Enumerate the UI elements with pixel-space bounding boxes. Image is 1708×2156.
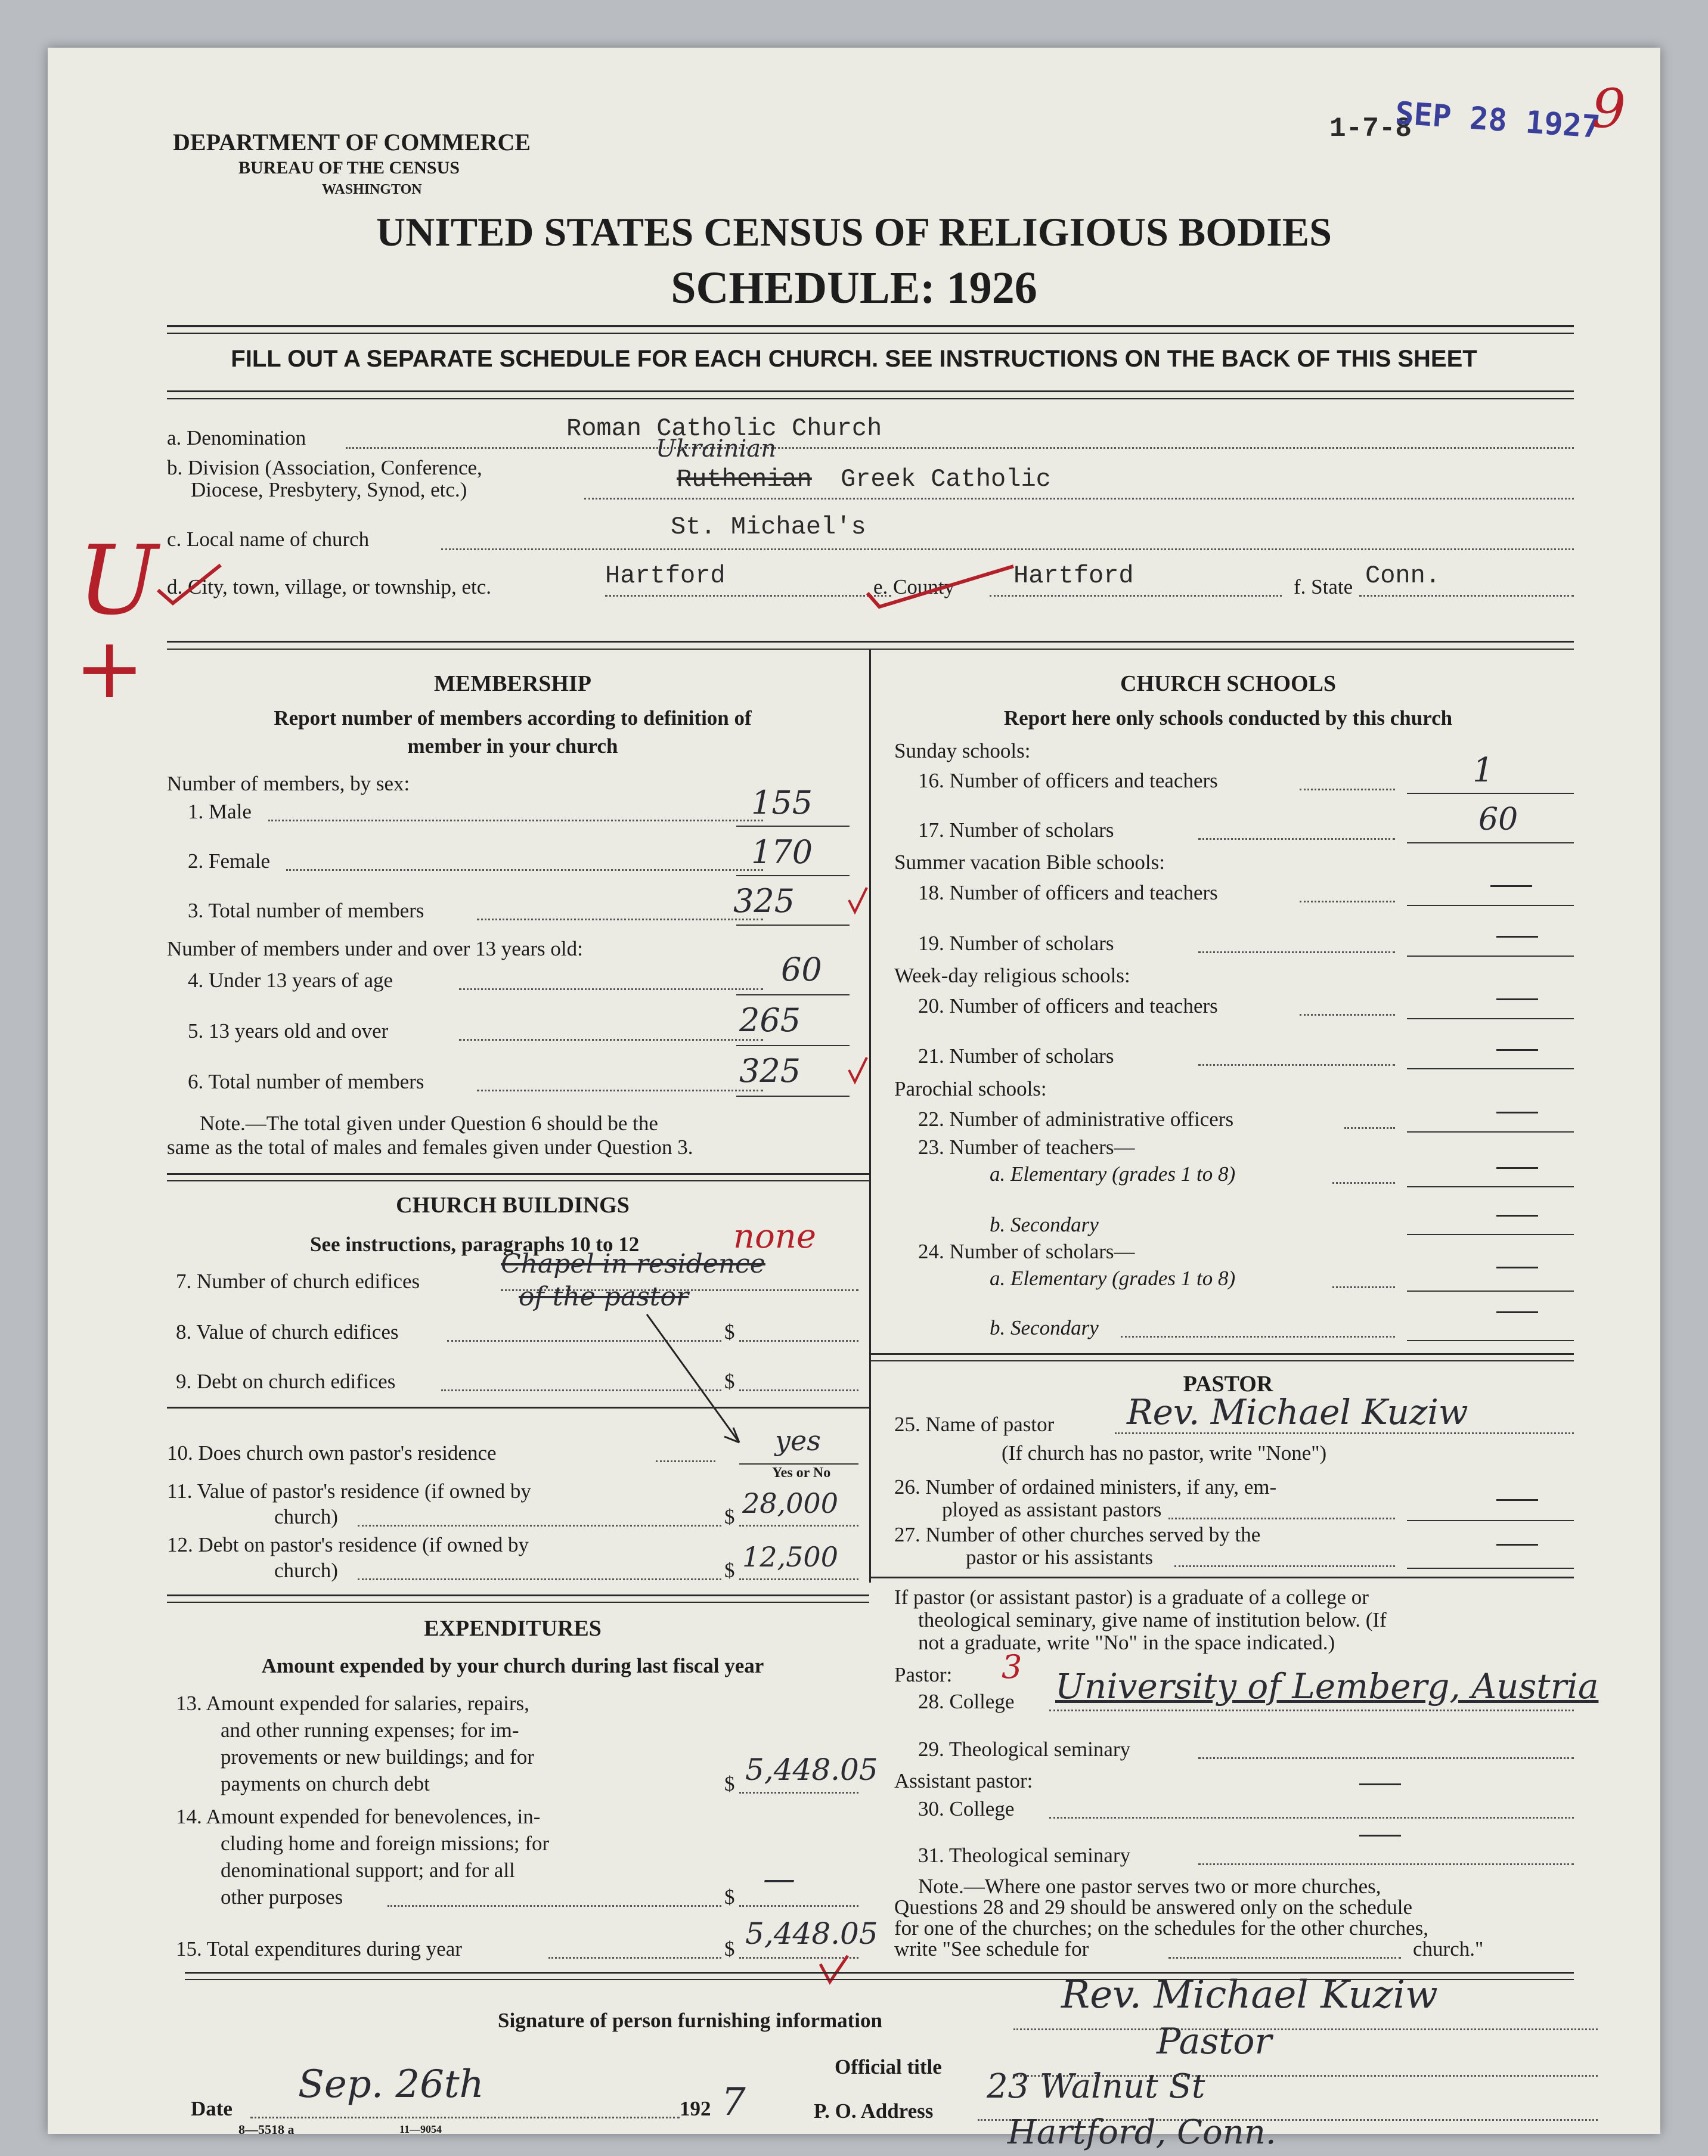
answer-line (1198, 838, 1395, 840)
fill-out-instructions: FILL OUT A SEPARATE SCHEDULE FOR EACH CHURCH. SEE INSTRUCTIONS ON THE BACK OF THIS SHEET (231, 346, 1477, 372)
rule (167, 390, 1574, 392)
year-prefix: 192 (680, 2097, 711, 2120)
q12-dollar: $ (724, 1559, 735, 1582)
answer-line (358, 1525, 721, 1527)
q12-answer[interactable]: 12,500 (742, 1541, 838, 1573)
answer-line (1198, 951, 1395, 953)
answer-line (1300, 1014, 1395, 1016)
q15-dollar: $ (724, 1937, 735, 1960)
answer-line (1407, 956, 1574, 957)
membership-sub-2: member in your church (407, 734, 618, 758)
answer-line (1407, 1068, 1574, 1069)
arrow-mark-icon (644, 1311, 745, 1448)
answer-line (736, 925, 850, 926)
date-label: Date (191, 2097, 233, 2120)
buildings-title: CHURCH BUILDINGS (396, 1193, 630, 1218)
answer-line (1049, 1817, 1574, 1819)
rule (167, 333, 1574, 334)
parochial-heading: Parochial schools: (894, 1077, 1047, 1100)
answer-line (1407, 793, 1574, 794)
answer-line (1013, 2028, 1598, 2030)
pastor-label: Pastor: (894, 1663, 953, 1686)
q26-label: 26. Number of ordained ministers, if any, em- (894, 1475, 1277, 1499)
q25-hint: (If church has no pastor, write "None") (1002, 1441, 1327, 1465)
department-name: DEPARTMENT OF COMMERCE (173, 129, 531, 156)
buildings-none-answer[interactable]: none (733, 1217, 816, 1256)
q18-label: 18. Number of officers and teachers (918, 881, 1218, 904)
answer-line (1332, 1182, 1395, 1184)
po-address-label: P. O. Address (814, 2099, 934, 2123)
q10-label: 10. Does church own pastor's residence (167, 1441, 497, 1465)
answer-line (1198, 1064, 1395, 1066)
corner-mark: 9 (1592, 77, 1626, 140)
answer-line (736, 1096, 850, 1097)
assistant-dash (1359, 1783, 1401, 1785)
rule (167, 325, 1574, 327)
q6-answer[interactable]: 325 (739, 1052, 801, 1090)
pastor-note-1: Note.—Where one pastor serves two or more churches, (918, 1875, 1381, 1898)
rule (167, 1407, 869, 1409)
q17-label: 17. Number of scholars (918, 818, 1114, 842)
answer-line (1121, 1336, 1395, 1338)
checkmark-icon (817, 1952, 853, 1988)
q13-line-1: 13. Amount expended for salaries, repairs, (176, 1692, 529, 1715)
answer-line (1407, 1340, 1574, 1341)
q23-label: 23. Number of teachers— (918, 1136, 1135, 1159)
answer-line (739, 1389, 858, 1391)
membership-note-1: Note.—The total given under Question 6 should be the (200, 1112, 658, 1135)
answer-line (1344, 1127, 1395, 1129)
pastor-title: PASTOR (1183, 1372, 1273, 1397)
q23a-label: a. Elementary (grades 1 to 8) (990, 1162, 1236, 1186)
by-age-heading: Number of members under and over 13 years old: (167, 937, 583, 960)
q13-answer[interactable]: 5,448.05 (745, 1752, 878, 1787)
q24a-label: a. Elementary (grades 1 to 8) (990, 1267, 1236, 1290)
answer-line (739, 1463, 858, 1465)
year-digit[interactable]: 7 (721, 2080, 746, 2124)
po-address-line-1[interactable]: 23 Walnut St (987, 2067, 1205, 2106)
q5-label: 5. 13 years old and over (188, 1019, 389, 1043)
margin-mark: U (78, 525, 158, 636)
q14-answer[interactable]: — (763, 1860, 795, 1897)
answer-line (656, 1460, 715, 1462)
bureau-city: WASHINGTON (322, 182, 422, 197)
q14-line-3: denominational support; and for all (221, 1859, 515, 1882)
q11-label: 11. Value of pastor's residence (if owned by (167, 1479, 531, 1503)
answer-line (1407, 1131, 1574, 1133)
schools-sub: Report here only schools conducted by this church (1003, 706, 1453, 730)
official-title-value[interactable]: Pastor (1157, 2021, 1272, 2062)
rule (167, 641, 1574, 643)
expenditures-sub: Amount expended by your church during last fiscal year (261, 1654, 764, 1677)
answer-line (477, 1090, 763, 1091)
print-number: 11—9054 (399, 2123, 442, 2135)
answer-line (739, 1340, 858, 1342)
buildings-sub: See instructions, paragraphs 10 to 12 (310, 1233, 640, 1256)
denomination-value[interactable]: Roman Catholic Church (566, 414, 882, 443)
q24-label: 24. Number of scholars— (918, 1240, 1135, 1263)
q6-label: 6. Total number of members (188, 1070, 424, 1093)
rule (167, 1173, 869, 1175)
answer-line (1407, 1520, 1574, 1521)
receipt-code: 1-7-8 (1329, 113, 1412, 144)
q4-label: 4. Under 13 years of age (188, 969, 393, 992)
answer-line (739, 1578, 858, 1580)
signature-label: Signature of person furnishing information (498, 2009, 882, 2032)
assistant-pastor-label: Assistant pastor: (894, 1769, 1033, 1792)
q3-answer[interactable]: 325 (733, 882, 795, 920)
answer-line (605, 595, 891, 597)
answer-line (1332, 1286, 1395, 1288)
q9-dollar: $ (724, 1370, 735, 1393)
q30-label: 30. College (918, 1797, 1015, 1820)
answer-line (1168, 1518, 1395, 1519)
answer-line (1359, 595, 1574, 597)
county-label: e. County (873, 575, 955, 598)
checkmark-icon (847, 885, 870, 915)
answer-line (736, 994, 850, 995)
pastor-note-3: for one of the churches; on the schedules for the other churches, (894, 1916, 1429, 1940)
membership-title: MEMBERSHIP (434, 671, 591, 696)
q16-label: 16. Number of officers and teachers (918, 769, 1218, 792)
division-struck: Ruthenian (677, 465, 812, 494)
sunday-heading: Sunday schools: (894, 739, 1031, 762)
q13-line-2: and other running expenses; for im- (221, 1718, 519, 1742)
answer-line (990, 595, 1282, 597)
form-subtitle: SCHEDULE: 1926 (671, 263, 1037, 313)
q26-dash (1496, 1499, 1538, 1501)
graduate-instr-2: theological seminary, give name of institution below. (If (918, 1608, 1387, 1631)
q2-answer[interactable]: 170 (751, 833, 813, 871)
q25-label: 25. Name of pastor (894, 1413, 1055, 1436)
q17-answer[interactable]: 60 (1478, 802, 1518, 837)
rule (167, 1594, 869, 1596)
form-title: UNITED STATES CENSUS OF RELIGIOUS BODIES (376, 209, 1332, 255)
answer-line (1198, 1757, 1574, 1759)
q28-answer[interactable]: University of Lemberg, Austria (1055, 1666, 1599, 1707)
q27-dash (1496, 1544, 1538, 1546)
q5-answer[interactable]: 265 (739, 1001, 801, 1039)
q10-hint: Yes or No (772, 1465, 831, 1481)
q24a-dash (1496, 1267, 1538, 1268)
q11-dollar: $ (724, 1505, 735, 1528)
division-value[interactable]: Greek Catholic (841, 465, 1051, 494)
answer-line (1300, 789, 1395, 790)
q18-dash (1490, 885, 1532, 887)
q28-label: 28. College (918, 1690, 1015, 1713)
graduate-instr-3: not a graduate, write "No" in the space indicated.) (918, 1631, 1335, 1654)
q8-dollar: $ (724, 1320, 735, 1344)
received-date-stamp: SEP 28 1927 (1394, 95, 1602, 145)
expenditures-title: EXPENDITURES (424, 1616, 602, 1641)
answer-line (250, 2117, 680, 2118)
q24b-dash (1496, 1311, 1538, 1313)
bureau-name: BUREAU OF THE CENSUS (238, 158, 460, 178)
answer-line (736, 875, 850, 876)
answer-line (388, 1905, 721, 1907)
answer-line (1407, 1018, 1574, 1019)
q13-line-4: payments on church debt (221, 1772, 430, 1795)
q1-answer[interactable]: 155 (751, 784, 813, 821)
answer-line (1407, 1234, 1574, 1235)
answer-line (739, 1792, 858, 1794)
weekday-heading: Week-day religious schools: (894, 964, 1130, 987)
q16-answer[interactable]: 1 (1473, 751, 1494, 790)
answer-line (459, 988, 763, 990)
membership-sub-1: Report number of members according to definition of (274, 706, 752, 730)
county-value[interactable]: Hartford (1013, 562, 1134, 590)
q27-label-2: pastor or his assistants (966, 1546, 1154, 1569)
answer-line (736, 826, 850, 827)
q20-dash (1496, 998, 1538, 1000)
checkmark-icon (155, 560, 227, 608)
q2-label: 2. Female (188, 849, 271, 873)
pastor-note-2: Questions 28 and 29 should be answered only on the schedule (894, 1896, 1413, 1919)
column-divider (869, 650, 871, 1583)
rule (167, 398, 1574, 399)
q11-answer[interactable]: 28,000 (742, 1487, 838, 1519)
q12-label-2: church) (274, 1559, 338, 1582)
answer-line (736, 1045, 850, 1046)
answer-line (1407, 1186, 1574, 1187)
q8-label: 8. Value of church edifices (176, 1320, 399, 1344)
answer-line (1115, 1432, 1574, 1434)
q21-label: 21. Number of scholars (918, 1044, 1114, 1068)
pastor-note-4: write "See schedule for (894, 1937, 1089, 1960)
checkmark-icon (864, 560, 1019, 614)
q24b-label: b. Secondary (990, 1316, 1099, 1339)
answer-line (1407, 842, 1574, 843)
q23a-dash (1496, 1167, 1538, 1169)
answer-line (346, 447, 1574, 449)
pastor-note-4b: church." (1413, 1937, 1484, 1960)
q27-label: 27. Number of other churches served by the (894, 1523, 1261, 1546)
rule (869, 1577, 1574, 1578)
q3-label: 3. Total number of members (188, 899, 424, 922)
q7-struck-answer: Chapel in residence (501, 1249, 765, 1279)
q9-label: 9. Debt on church edifices (176, 1370, 396, 1393)
answer-line (268, 820, 763, 821)
answer-line (1174, 1565, 1395, 1567)
state-label: f. State (1294, 575, 1353, 598)
rule (167, 1602, 869, 1603)
q26-label-2: ployed as assistant pastors (942, 1498, 1162, 1521)
q14-dollar: $ (724, 1885, 735, 1909)
schools-title: CHURCH SCHOOLS (1120, 671, 1337, 696)
q14-line-4: other purposes (221, 1885, 343, 1909)
answer-line (1198, 1863, 1574, 1865)
city-label: d. City, town, village, or township, etc. (167, 575, 492, 598)
rule (869, 1353, 1574, 1355)
q1-label: 1. Male (188, 800, 252, 823)
form-number: 8—5518 a (238, 2122, 295, 2137)
q29-label: 29. Theological seminary (918, 1738, 1131, 1761)
answer-line (739, 1525, 858, 1527)
answer-line (286, 869, 763, 871)
local-name-value[interactable]: St. Michael's (671, 513, 866, 541)
answer-line (1300, 901, 1395, 902)
denomination-label: a. Denomination (167, 426, 306, 449)
q12-label: 12. Debt on pastor's residence (if owned by (167, 1533, 529, 1556)
answer-line (358, 1578, 721, 1580)
state-value[interactable]: Conn. (1365, 562, 1441, 590)
answer-line (477, 919, 763, 920)
q4-answer[interactable]: 60 (781, 951, 822, 988)
census-form-sheet (48, 48, 1660, 2152)
answer-line (1049, 1710, 1574, 1711)
q31-label: 31. Theological seminary (918, 1844, 1131, 1867)
answer-line (1407, 905, 1574, 906)
local-name-label: c. Local name of church (167, 528, 370, 551)
official-title-label: Official title (835, 2055, 942, 2079)
q25-answer[interactable]: Rev. Michael Kuziw (1127, 1392, 1468, 1432)
q14-line-2: cluding home and foreign missions; for (221, 1832, 550, 1855)
city-value[interactable]: Hartford (605, 562, 726, 590)
summer-heading: Summer vacation Bible schools: (894, 851, 1165, 874)
answer-line (1407, 1291, 1574, 1292)
q10-answer[interactable]: yes (775, 1425, 821, 1457)
q21-dash (1496, 1049, 1538, 1051)
q23b-label: b. Secondary (990, 1213, 1099, 1236)
q7-struck-answer-2: of the pastor (519, 1282, 689, 1312)
q23b-dash (1496, 1215, 1538, 1217)
by-sex-heading: Number of members, by sex: (167, 772, 410, 795)
q15-answer[interactable]: 5,448.05 (745, 1916, 878, 1951)
division-correction[interactable]: Ukrainian (656, 435, 776, 463)
signature-value[interactable]: Rev. Michael Kuziw (1061, 1973, 1438, 2017)
rule (167, 1180, 869, 1181)
answer-line (548, 1957, 721, 1959)
q22-dash (1496, 1112, 1538, 1113)
pastor-mark: 3 (1002, 1648, 1022, 1686)
q19-dash (1496, 936, 1538, 938)
q11-label-2: church) (274, 1505, 338, 1528)
q7-label: 7. Number of church edifices (176, 1270, 420, 1293)
q13-dollar: $ (724, 1772, 735, 1795)
answer-line (459, 1039, 763, 1041)
q20-label: 20. Number of officers and teachers (918, 994, 1218, 1017)
answer-line (739, 1905, 858, 1907)
answer-line (584, 498, 1574, 500)
answer-line (1407, 1568, 1574, 1569)
checkmark-icon (847, 1055, 870, 1085)
q22-label: 22. Number of administrative officers (918, 1108, 1234, 1131)
division-label-2: Diocese, Presbytery, Synod, etc.) (191, 478, 467, 501)
q14-line-1: 14. Amount expended for benevolences, in- (176, 1805, 541, 1828)
division-label: b. Division (Association, Conference, (167, 456, 482, 479)
margin-plus: + (75, 620, 145, 717)
q31-dash (1359, 1835, 1401, 1837)
answer-line (441, 548, 1574, 550)
q13-line-3: provements or new buildings; and for (221, 1745, 534, 1769)
answer-line (1168, 1957, 1401, 1959)
graduate-instr-1: If pastor (or assistant pastor) is a graduate of a college or (894, 1586, 1369, 1609)
date-value[interactable]: Sep. 26th (298, 2062, 484, 2107)
membership-note-2: same as the total of males and females given under Question 3. (167, 1136, 693, 1159)
q19-label: 19. Number of scholars (918, 932, 1114, 955)
rule (869, 1360, 1574, 1361)
q15-label: 15. Total expenditures during year (176, 1937, 462, 1960)
po-address-line-2[interactable]: Hartford, Conn. (1008, 2113, 1276, 2152)
